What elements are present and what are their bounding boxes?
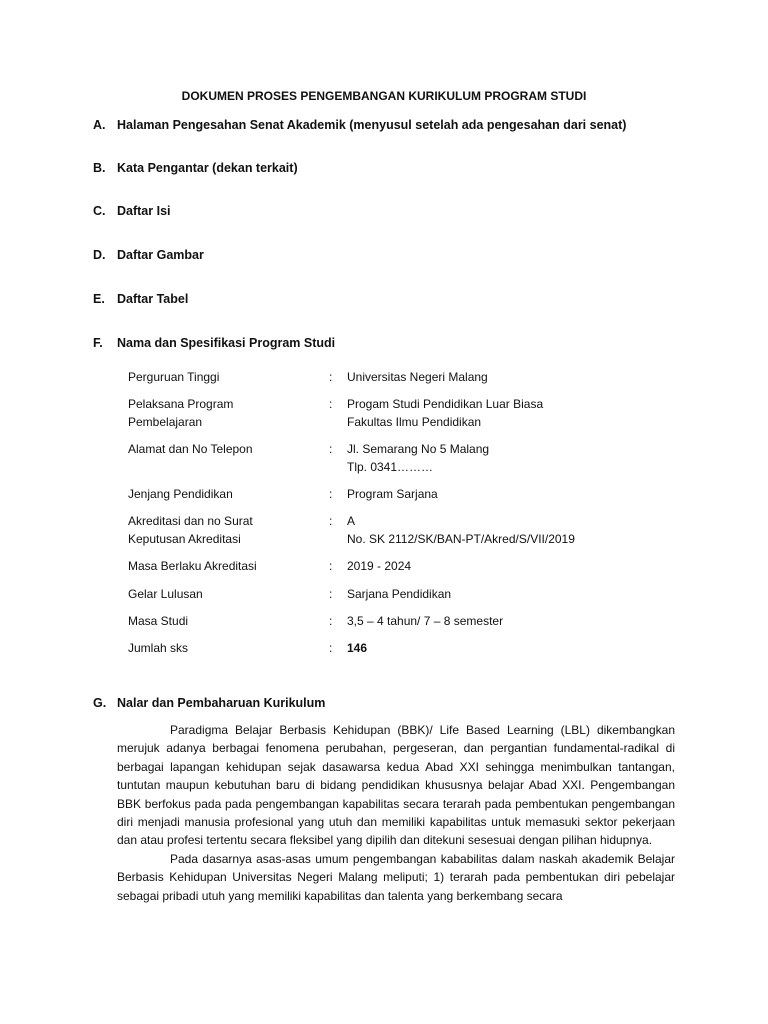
- section-f: [93, 336, 335, 350]
- paragraph: Pada dasarnya asas-asas umum pengembangan kababilitas dalam naskah akademik Belajar Berbasis Kehidupan Universitas Negeri Malang meliputi; 1) terarah pada pembentukan diri pebelajar sebagai pribadi utuh yang memiliki kapabilitas dan talenta yang berkembang secara: [117, 851, 675, 903]
- spec-value: Progam Studi Pendidikan Luar Biasa Fakultas Ilmu Pendidikan: [347, 397, 544, 429]
- section-letter: D.: [93, 248, 106, 262]
- spec-label: Perguruan Tinggi: [128, 370, 220, 384]
- spec-value: Sarjana Pendidikan: [347, 587, 452, 601]
- spec-colon: :: [329, 397, 333, 411]
- paragraph: Paradigma Belajar Berbasis Kehidupan (BBK)/ Life Based Learning (LBL) dikembangkan merujuk adanya berbagai fenomena perubahan, pergeseran, dan pergantian fundamental-radikal di berbagai lapangan kehidupan sejak dasawarsa kedua Abad XXI sehingga menimbulkan tantangan, tuntutan maupun kebutuhan baru di bidang pendidikan khususnya belajar Abad XXI. Pengembangan BBK berfokus pada pada pengembangan kapabilitas secara terarah pada pembentukan pengembangan diri menjadi manusia profesional yang utuh dan memiliki kapabilitas untuk memasuki sektor pekerjaan dan atau profesi tertentu secara fleksibel yang dipilih dan ditekuni sesesuai dengan pilihan hidupnya.: [117, 723, 675, 848]
- spec-label: Jumlah sks: [128, 641, 189, 655]
- section-e: [93, 292, 188, 306]
- spec-label: Alamat dan No Telepon: [128, 442, 253, 456]
- document-title: DOKUMEN PROSES PENGEMBANGAN KURIKULUM PROGRAM STUDI: [181, 89, 587, 103]
- section-a: [93, 118, 626, 132]
- section-heading: Daftar Gambar: [117, 248, 204, 262]
- section-heading: Kata Pengantar (dekan terkait): [117, 161, 298, 175]
- section-letter: F.: [93, 336, 103, 350]
- spec-colon: :: [329, 559, 333, 573]
- section-heading: Daftar Tabel: [117, 292, 189, 306]
- spec-colon: :: [329, 442, 333, 456]
- section-heading: Nama dan Spesifikasi Program Studi: [117, 336, 336, 350]
- spec-value: 3,5 – 4 tahun/ 7 – 8 semester: [347, 614, 504, 628]
- section-letter: E.: [93, 292, 105, 306]
- spec-colon: :: [329, 370, 333, 384]
- spec-value: 2019 - 2024: [347, 559, 412, 573]
- spec-value: Universitas Negeri Malang: [347, 370, 488, 384]
- spec-colon: :: [329, 641, 333, 655]
- spec-label: Gelar Lulusan: [128, 587, 203, 601]
- section-letter: G.: [93, 696, 107, 710]
- spec-colon: :: [329, 514, 333, 528]
- spec-colon: :: [329, 614, 333, 628]
- spec-colon: :: [329, 587, 333, 601]
- spec-value: A No. SK 2112/SK/BAN-PT/Akred/S/VII/2019: [347, 514, 575, 546]
- spec-label: Jenjang Pendidikan: [128, 487, 233, 501]
- section-heading: Nalar dan Pembaharuan Kurikulum: [117, 696, 326, 710]
- section-b: [93, 161, 298, 175]
- section-letter: B.: [93, 161, 106, 175]
- section-letter: A.: [93, 118, 106, 132]
- section-d: [93, 248, 204, 262]
- section-heading: Halaman Pengesahan Senat Akademik (menyusul setelah ada pengesahan dari senat): [117, 118, 627, 132]
- section-c: [93, 204, 171, 218]
- spec-colon: :: [329, 487, 333, 501]
- spec-label: Akreditasi dan no Surat Keputusan Akreditasi: [128, 514, 253, 546]
- spec-label: Masa Studi: [128, 614, 189, 628]
- section-g: [93, 696, 325, 710]
- section-letter: C.: [93, 204, 106, 218]
- spec-label: Pelaksana Program Pembelajaran: [128, 397, 234, 429]
- body-text: [117, 721, 675, 905]
- spec-value: Program Sarjana: [347, 487, 438, 501]
- spec-value: 146: [347, 641, 368, 655]
- spec-value: Jl. Semarang No 5 Malang Tlp. 0341………: [347, 442, 490, 474]
- spec-label: Masa Berlaku Akreditasi: [128, 559, 257, 573]
- section-heading: Daftar Isi: [117, 204, 171, 218]
